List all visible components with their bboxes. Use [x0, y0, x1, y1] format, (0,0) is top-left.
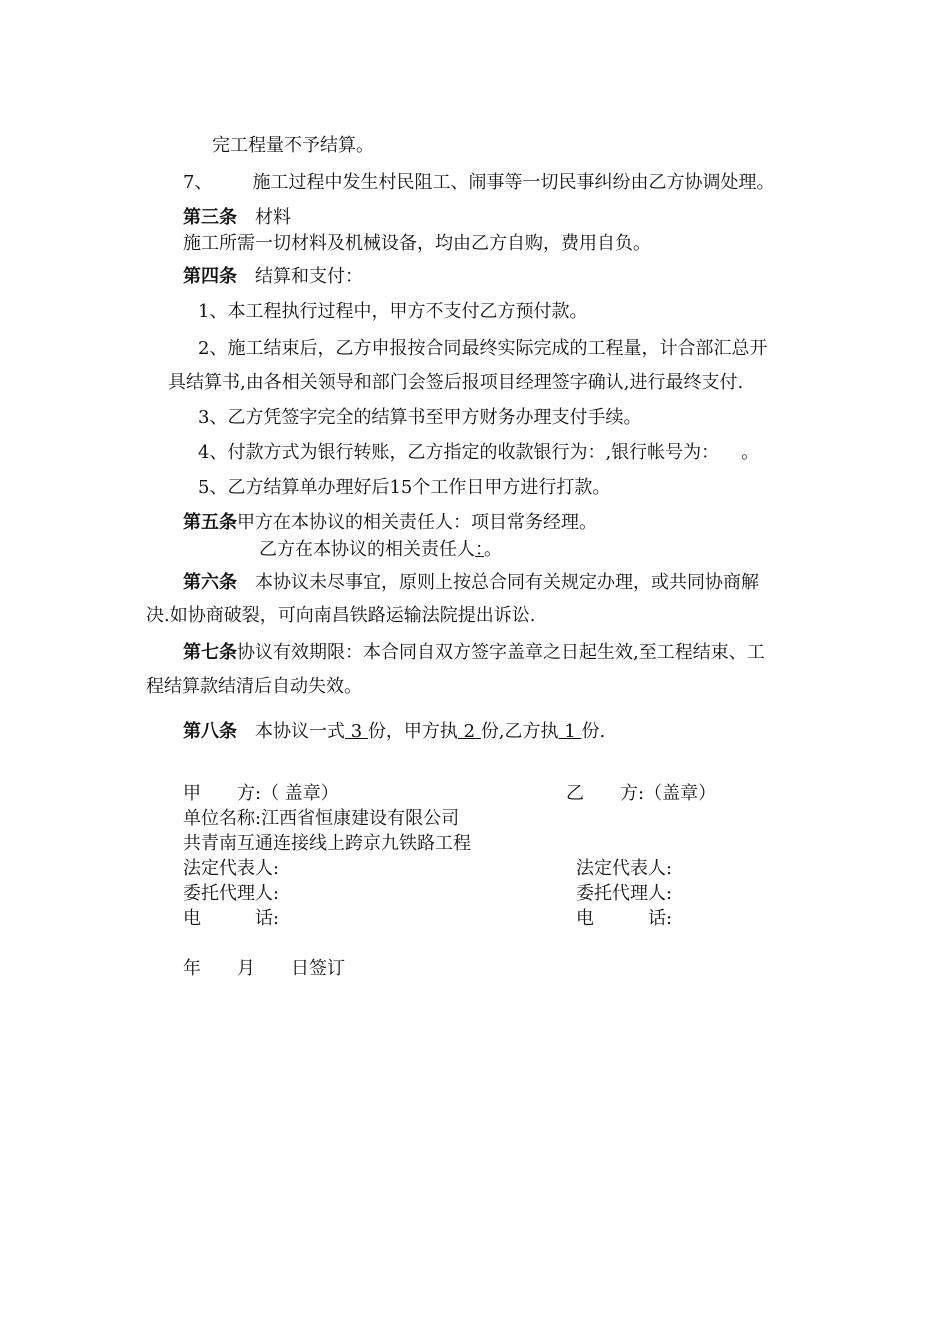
- phone-b: 电 话:: [576, 908, 673, 929]
- article-3-body: 施工所需一切材料及机械设备，均由乙方自购，费用自负。: [183, 233, 651, 254]
- article-6-line-1: [183, 571, 759, 595]
- article-4-heading-text: 结算和支付：: [255, 266, 363, 287]
- article-7-title: 第七条: [183, 642, 237, 663]
- article-8-text-2: 份，甲方执: [367, 721, 458, 742]
- continued-paragraph: 完工程量不予结算。: [212, 135, 374, 156]
- article-7-line-1: [183, 641, 765, 665]
- article-4-item-4: [198, 441, 759, 465]
- signing-date: 年 月 日签订: [183, 958, 345, 979]
- article-4-item-3: 3、乙方凭签字完全的结算书至甲方财务办理支付手续。: [198, 407, 642, 428]
- article-8-line: [183, 720, 605, 744]
- phone-a: 电 话:: [183, 908, 280, 929]
- article-4-item-2-line-1: 2、施工结束后，乙方申报按合同最终实际完成的工程量，计合部汇总开: [198, 338, 768, 359]
- article-8-copies-total: 3: [345, 721, 368, 742]
- article-8-text-3: 份,乙方执: [480, 721, 559, 742]
- article-5-line-2-end: 。: [484, 539, 502, 560]
- article-6-text: 本协议未尽事宜，原则上按总合同有关规定办理，或共同协商解: [255, 572, 759, 593]
- project-name: 共青南互通连接线上跨京九铁路工程: [183, 833, 471, 854]
- article-4-item-4-end: 。: [741, 442, 760, 463]
- item-7: [183, 171, 774, 195]
- article-4-item-1: 1、本工程执行过程中，甲方不支付乙方预付款。: [198, 301, 588, 322]
- article-7-line-2: 程结算款结清后自动失效。: [146, 676, 362, 697]
- article-6-title: 第六条: [183, 572, 237, 593]
- article-5-line-2-text: 乙方在本协议的相关责任人: [259, 539, 475, 560]
- party-a-label: 甲 方:（ 盖章）: [183, 783, 339, 804]
- item-7-text: 施工过程中发生村民阻工、闹事等一切民事纠纷由乙方协调处理。: [252, 172, 775, 193]
- party-b-label: 乙 方:（盖章）: [566, 783, 717, 804]
- article-5-line-1: [183, 511, 597, 535]
- company-name: 单位名称:江西省恒康建设有限公司: [183, 808, 460, 829]
- article-4-item-5: 5、乙方结算单办理好后15个工作日甲方进行打款。: [198, 477, 611, 498]
- article-5-blank: ：: [475, 539, 484, 560]
- article-8-copies-party-a: 2: [457, 721, 481, 742]
- article-5-title: 第五条: [183, 512, 237, 533]
- article-4-item-4-text: 4、付款方式为银行转账，乙方指定的收款银行为：,银行帐号为：: [198, 442, 720, 463]
- article-4-item-2-line-2: 具结算书,由各相关领导和部门会签后报项目经理签字确认,进行最终支付.: [168, 372, 744, 393]
- item-7-number: 7、: [183, 172, 213, 193]
- article-8-text-4: 份.: [581, 721, 606, 742]
- article-7-text: 协议有效期限：本合同自双方签字盖章之日起生效,至工程结束、工: [237, 642, 765, 663]
- article-4-heading: [183, 265, 363, 289]
- article-4-title: 第四条: [183, 266, 237, 287]
- article-8-copies-party-b: 1: [558, 721, 582, 742]
- article-5-line-2: [259, 538, 502, 562]
- article-3-title: 第三条: [183, 207, 237, 228]
- agent-b: 委托代理人:: [576, 883, 673, 904]
- article-3-heading: [183, 206, 291, 230]
- agent-a: 委托代理人:: [183, 883, 280, 904]
- legal-rep-a: 法定代表人:: [183, 858, 280, 879]
- article-5-text: 甲方在本协议的相关责任人：项目常务经理。: [237, 512, 597, 533]
- article-8-title: 第八条: [183, 721, 237, 742]
- legal-rep-b: 法定代表人:: [576, 858, 673, 879]
- article-3-heading-text: 材料: [255, 207, 291, 228]
- article-6-line-2: 决.如协商破裂，可向南昌铁路运输法院提出诉讼.: [146, 605, 536, 626]
- article-8-text-1: 本协议一式: [255, 721, 345, 742]
